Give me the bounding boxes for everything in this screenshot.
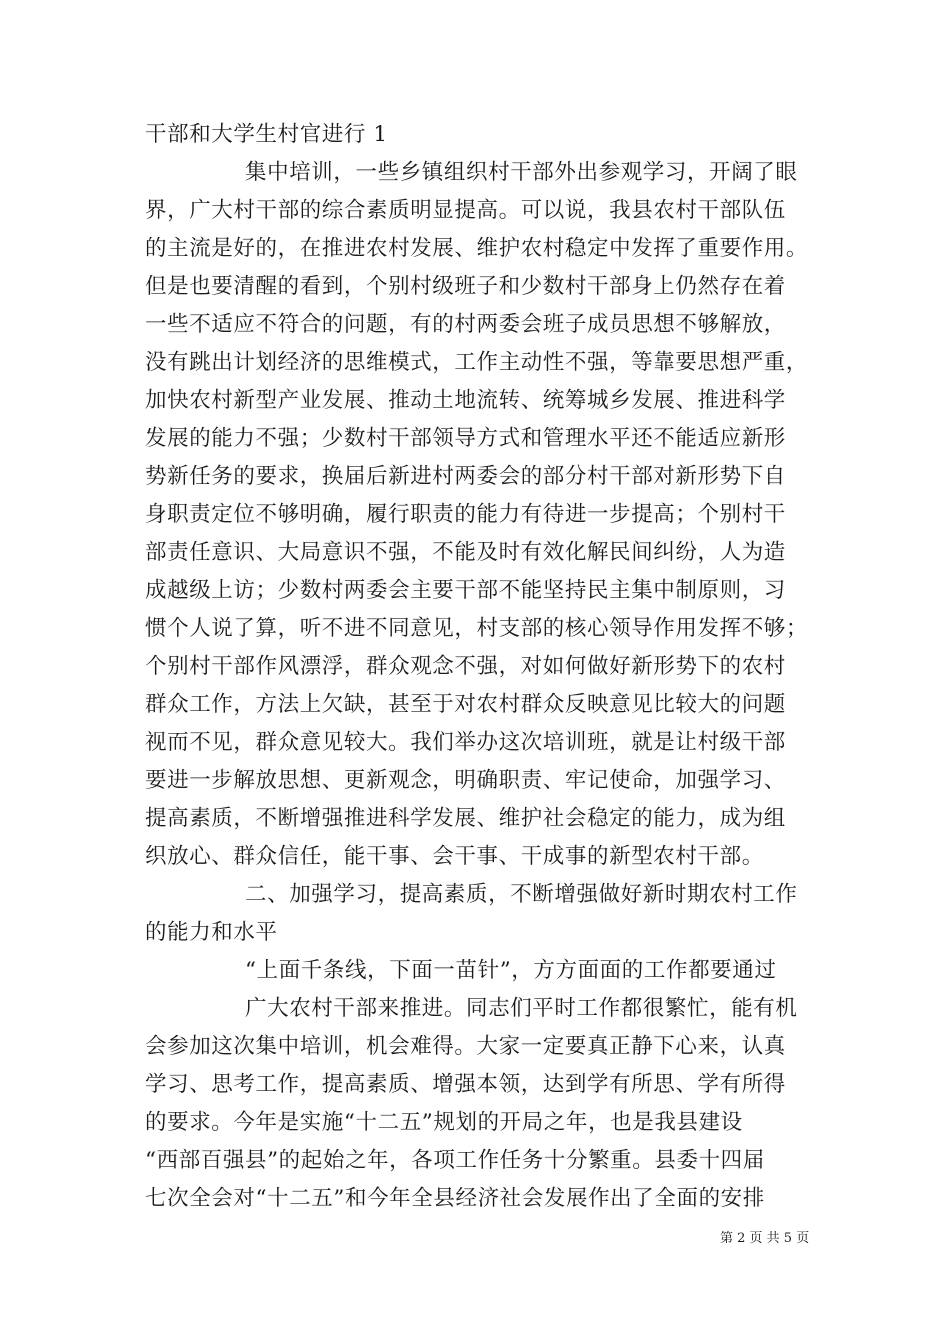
text-line: 势新任务的要求，换届后新进村两委会的部分村干部对新形势下自 [145, 464, 786, 489]
text-line: 学习、思考工作，提高素质、增强本领，达到学有所思、学有所得 [145, 1072, 786, 1097]
text-line: 成越级上访；少数村两委会主要干部不能坚持民主集中制原则，习 [145, 578, 786, 603]
text-line: “西部百强县”的起始之年，各项工作任务十分繁重。县委十四届 [145, 1148, 765, 1173]
text-line: 没有跳出计划经济的思维模式，工作主动性不强，等靠要思想严重， [145, 350, 809, 375]
text-line: 部责任意识、大局意识不强，不能及时有效化解民间纠纷，人为造 [145, 540, 786, 565]
text-line: 织放心、群众信任，能干事、会干事、干成事的新型农村干部。 [145, 844, 764, 869]
text-line: 群众工作，方法上欠缺，甚至于对农村群众反映意见比较大的问题 [145, 692, 786, 717]
section-heading: 二、加强学习，提高素质，不断增强做好新时期农村工作 [245, 882, 798, 907]
text-line: 七次全会对“十二五”和今年全县经济社会发展作出了全面的安排 [145, 1186, 765, 1211]
text-line: 要进一步解放思想、更新观念，明确职责、牢记使命，加强学习、 [145, 768, 786, 793]
text-line: 界，广大村干部的综合素质明显提高。可以说，我县农村干部队伍 [145, 198, 786, 223]
text-line: 干部和大学生村官进行 1 [145, 122, 388, 147]
text-line: 发展的能力不强；少数村干部领导方式和管理水平还不能适应新形 [145, 426, 786, 451]
text-line: 视而不见，群众意见较大。我们举办这次培训班，就是让村级干部 [145, 730, 786, 755]
text-line: 提高素质，不断增强推进科学发展、维护社会稳定的能力，成为组 [145, 806, 786, 831]
text-line: 的主流是好的，在推进农村发展、维护农村稳定中发挥了重要作用。 [145, 236, 809, 261]
text-line: 的要求。今年是实施“十二五”规划的开局之年，也是我县建设 [145, 1110, 743, 1135]
text-line: “上面千条线，下面一苗针”，方方面面的工作都要通过 [245, 958, 777, 983]
text-line: 身职责定位不够明确，履行职责的能力有待进一步提高；个别村干 [145, 502, 786, 527]
text-line: 集中培训，一些乡镇组织村干部外出参观学习，开阔了眼 [245, 160, 798, 185]
section-heading-continued: 的能力和水平 [145, 920, 278, 945]
page-number: 第 2 页 共 5 页 [720, 1231, 810, 1246]
text-line: 会参加这次集中培训，机会难得。大家一定要真正静下心来，认真 [145, 1034, 786, 1059]
text-line: 一些不适应不符合的问题，有的村两委会班子成员思想不够解放， [145, 312, 786, 337]
text-line: 惯个人说了算，听不进不同意见，村支部的核心领导作用发挥不够； [145, 616, 809, 641]
text-line: 个别村干部作风漂浮，群众观念不强，对如何做好新形势下的农村 [145, 654, 786, 679]
text-line: 但是也要清醒的看到，个别村级班子和少数村干部身上仍然存在着 [145, 274, 786, 299]
text-line: 加快农村新型产业发展、推动土地流转、统筹城乡发展、推进科学 [145, 388, 786, 413]
text-line: 广大农村干部来推进。同志们平时工作都很繁忙，能有机 [245, 996, 798, 1021]
